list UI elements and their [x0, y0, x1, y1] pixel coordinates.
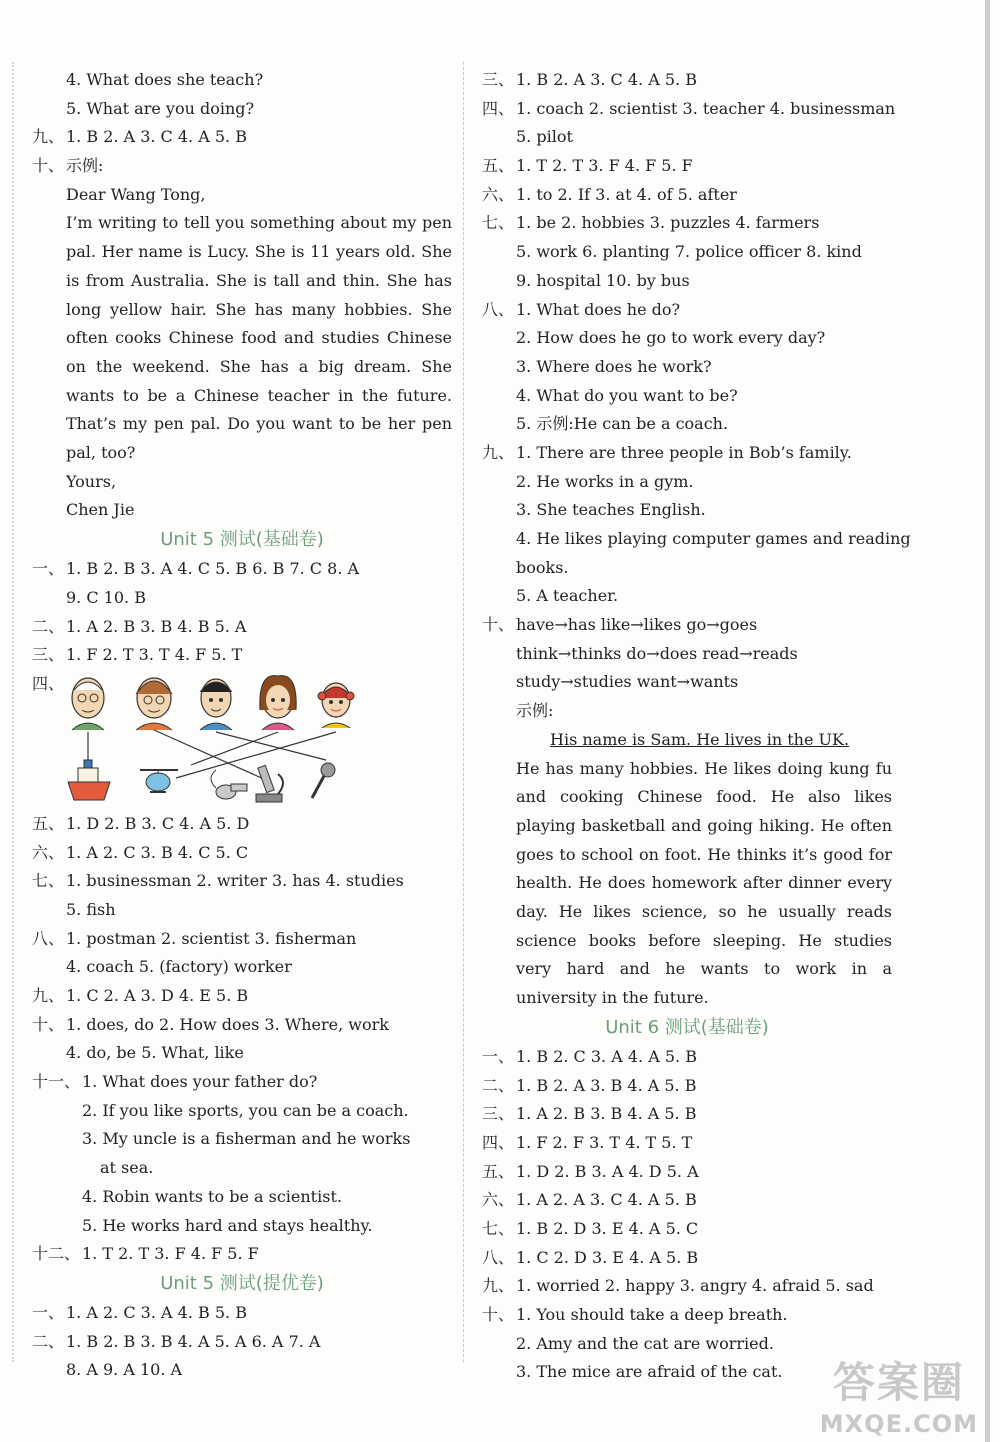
- u6b-question-7: 七、 1. B 2. D 3. E 4. A 5. C: [482, 1218, 699, 1238]
- u6b-question-5: 五、 1. D 2. B 3. A 4. D 5. A: [482, 1161, 699, 1181]
- letter-greeting: Dear Wang Tong,: [66, 184, 206, 204]
- question-label: 四、: [32, 673, 65, 693]
- u5b-question-12: 十二、 1. T 2. T 3. F 4. F 5. F: [32, 1244, 259, 1264]
- answer-line: 3. My uncle is a fisherman and he works: [82, 1129, 411, 1149]
- question-6: 六、 1. to 2. If 3. at 4. of 5. after: [482, 184, 737, 204]
- watermark-logo: [820, 1350, 978, 1438]
- watermark-text: 答案圈: [832, 1358, 965, 1407]
- right-column: [482, 66, 911, 1387]
- answer-line: books.: [516, 557, 569, 577]
- question-7: 七、 1. be 2. hobbies 3. puzzles 4. farmers: [482, 213, 820, 233]
- u5b-question-5: 五、 1. D 2. B 3. C 4. A 5. D: [32, 813, 250, 833]
- watermark-url: MXQE.COM: [819, 1410, 978, 1438]
- u5a-question-2: 二、 1. B 2. B 3. B 4. A 5. A 6. A 7. A: [32, 1331, 321, 1351]
- matching-lines: [88, 730, 336, 780]
- letter-body: I’m writing to tell you something about my pen pal. Her name is Lucy. She is 11 years old. She is from Australia. She is tall and thin. She has long yellow hair. She has many hobbies. She often cooks Chinese food and studies Chinese on the weekend. She has a big dream. She wants to be a Chinese teacher in the future. That’s my pen pal. Do you want to be her pen pal, too?: [66, 213, 452, 463]
- microphone-icon: [312, 763, 335, 798]
- answer-line: 2. He works in a gym.: [516, 471, 694, 491]
- question-9: 九、 1. There are three people in Bob’s family.: [482, 442, 852, 462]
- matching-illustration: [66, 670, 366, 810]
- u5b-question-11: 十一、 1. What does your father do?: [32, 1072, 318, 1092]
- question-4: 四、 1. coach 2. scientist 3. teacher 4. businessman: [482, 98, 896, 118]
- answer-line: 5. A teacher.: [516, 586, 619, 606]
- u6b-question-8: 八、 1. C 2. D 3. E 4. A 5. B: [482, 1247, 699, 1267]
- face-man-icon: [200, 679, 232, 730]
- question-10-cont: think→thinks do→does read→reads: [516, 643, 798, 663]
- u5b-question-10-cont: 4. do, be 5. What, like: [66, 1043, 244, 1063]
- left-column: [32, 66, 452, 1385]
- u5a-question-1: 一、 1. A 2. C 3. A 4. B 5. B: [32, 1302, 247, 1322]
- answer-line: 4. What does she teach?: [66, 70, 264, 89]
- u5b-question-6: 六、 1. A 2. C 3. B 4. C 5. C: [32, 842, 249, 862]
- answer-line: 5. He works hard and stays healthy.: [82, 1215, 373, 1235]
- answer-line: at sea.: [100, 1158, 154, 1178]
- question-8: 八、 1. What does he do?: [482, 299, 681, 319]
- question-9: 九、 1. B 2. A 3. C 4. A 5. B: [32, 127, 247, 147]
- question-10: 十、 示例:: [32, 156, 104, 176]
- u5b-question-2: 二、 1. A 2. B 3. B 4. B 5. A: [32, 616, 247, 636]
- section-title-unit5-basic: Unit 5 测试(基础卷): [160, 529, 324, 551]
- u6b-question-2: 二、 1. B 2. A 3. B 4. A 5. B: [482, 1075, 697, 1095]
- u5a-question-2-cont: 8. A 9. A 10. A: [66, 1360, 183, 1380]
- section-title-unit5-advanced: Unit 5 测试(提优卷): [160, 1272, 324, 1294]
- question-10: 十、 have→has like→likes go→goes: [482, 615, 758, 635]
- face-woman-icon: [260, 676, 296, 730]
- question-10-cont: study→studies want→wants: [516, 672, 739, 692]
- passage-body: He has many hobbies. He likes doing kung fu and cooking Chinese food. He also likes playing basketball and going hiking. He often goes to school on foot. He thinks it’s good for health. He does homework after dinner every day. He likes science, so he usually reads science books before sleeping. He studies very hard and he wants to work in a university in the future.: [516, 758, 892, 1008]
- question-3: 三、 1. B 2. A 3. C 4. A 5. B: [482, 70, 697, 89]
- helicopter-toy-icon: [140, 770, 178, 792]
- question-4-cont: 5. pilot: [516, 127, 573, 147]
- section-title-unit6-basic: Unit 6 测试(基础卷): [605, 1016, 769, 1038]
- u5b-question-7: 七、 1. businessman 2. writer 3. has 4. studies: [32, 871, 404, 891]
- letter-signature: Chen Jie: [66, 500, 135, 520]
- u6b-question-3: 三、 1. A 2. B 3. B 4. A 5. B: [482, 1104, 697, 1124]
- u6b-question-10: 十、 1. You should take a deep breath.: [482, 1305, 788, 1325]
- page-edge-bar: [985, 0, 990, 1442]
- whistle-icon: [211, 770, 247, 799]
- answer-line: 4. Robin wants to be a scientist.: [82, 1186, 342, 1206]
- answer-line: 5. What are you doing?: [66, 98, 255, 118]
- face-girl-icon: [318, 683, 354, 728]
- answer-line: 5. 示例:He can be a coach.: [516, 414, 729, 434]
- answer-line: 3. She teaches English.: [516, 500, 706, 520]
- example-label: 示例:: [516, 701, 554, 721]
- answer-line: 2. Amy and the cat are worried.: [516, 1333, 774, 1353]
- u5b-question-10: 十、 1. does, do 2. How does 3. Where, work: [32, 1014, 389, 1034]
- passage-first-line: His name is Sam. He lives in the UK.: [550, 729, 850, 749]
- microscope-icon: [256, 765, 283, 802]
- u6b-question-9: 九、 1. worried 2. happy 3. angry 4. afraid 5. sad: [482, 1276, 874, 1296]
- answer-line: 4. He likes playing computer games and reading: [516, 529, 911, 548]
- u5b-question-4-matching: [32, 670, 452, 810]
- u5b-question-8-cont: 4. coach 5. (factory) worker: [66, 957, 292, 977]
- answer-line: 2. If you like sports, you can be a coach.: [82, 1100, 409, 1120]
- answer-line: 2. How does he go to work every day?: [516, 328, 826, 348]
- question-7-cont: 9. hospital 10. by bus: [516, 270, 690, 290]
- face-grandma-icon: [136, 678, 172, 730]
- u6b-question-1: 一、 1. B 2. C 3. A 4. A 5. B: [482, 1046, 697, 1066]
- answer-line: 3. Where does he work?: [516, 356, 712, 376]
- u5b-question-9: 九、 1. C 2. A 3. D 4. E 5. B: [32, 986, 249, 1006]
- u5b-question-1-cont: 9. C 10. B: [66, 587, 146, 607]
- question-5: 五、 1. T 2. T 3. F 4. F 5. F: [482, 156, 693, 176]
- u6b-question-4: 四、 1. F 2. F 3. T 4. T 5. T: [482, 1132, 693, 1152]
- letter-closing: Yours,: [66, 471, 117, 491]
- left-margin-dots: [12, 62, 14, 1362]
- u5b-question-3: 三、 1. F 2. T 3. T 4. F 5. T: [32, 645, 243, 665]
- u5b-question-1: 一、 1. B 2. B 3. A 4. C 5. B 6. B 7. C 8. A: [32, 559, 360, 579]
- u6b-question-6: 六、 1. A 2. A 3. C 4. A 5. B: [482, 1190, 697, 1210]
- column-divider: [463, 62, 464, 1362]
- face-grandpa-icon: [72, 678, 104, 730]
- answer-line: 4. What do you want to be?: [516, 385, 738, 405]
- u5b-question-7-cont: 5. fish: [66, 899, 116, 919]
- u5b-question-8: 八、 1. postman 2. scientist 3. fisherman: [32, 928, 357, 948]
- question-7-cont: 5. work 6. planting 7. police officer 8. kind: [516, 242, 862, 262]
- ship-icon: [68, 760, 110, 800]
- answer-line: 3. The mice are afraid of the cat.: [516, 1362, 783, 1382]
